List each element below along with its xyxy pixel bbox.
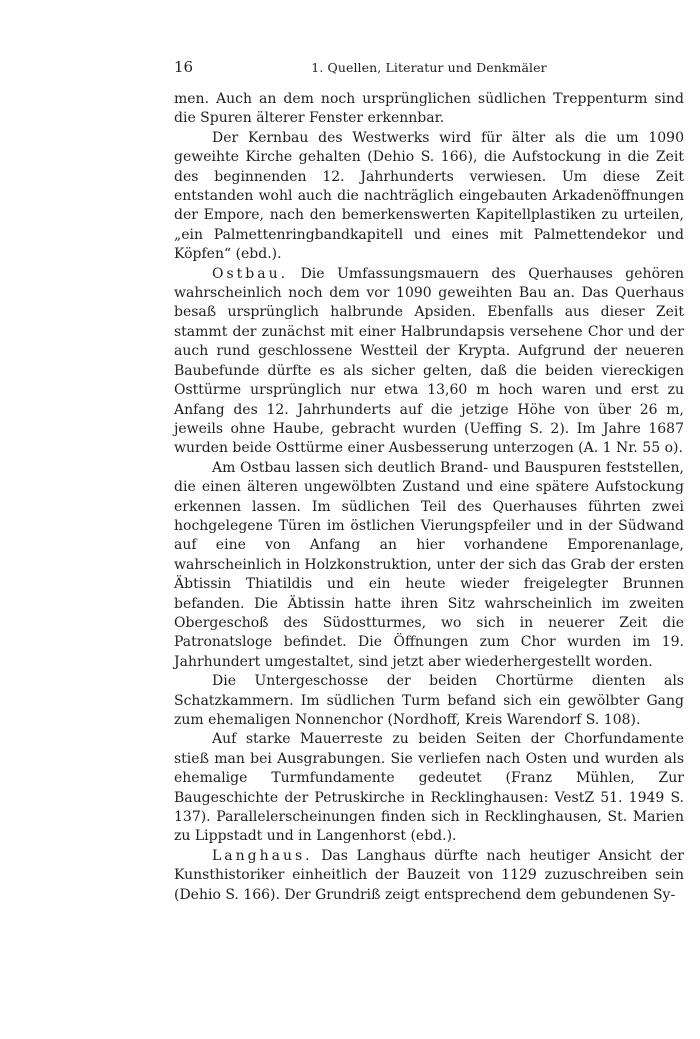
paragraph-text: Die Umfassungsmauern des Querhauses gehören wahrscheinlich noch dem vor 1090 geweihten Bau an. Das Querhaus besaß ursprünglich halbrunde Apsiden. Ebenfalls aus dieser Zeit stammt der zunächst mit einer Halbrundapsis versehene Chor und der auch rund geschlossene Westteil der Krypta. Aufgrund der neueren Baubefunde dürfte es als sicher gelten, daß die beiden viereckigen Osttürme ursprünglich nur etwa 13,60 m hoch waren und erst zu Anfang des 12. Jahrhunderts auf die jetzige Höhe von über 26 m, jeweils ohne Haube, gebracht wurden (Ueffing S. 2). Im Jahre 1687 wurden beide Osttürme einer Ausbesserung unterzogen (A. 1 Nr. 55 o).	[174, 265, 684, 457]
body-text	[174, 90, 684, 905]
paragraph-text: Das Langhaus dürfte nach heutiger Ansicht der Kunsthistoriker einheitlich der Bauzeit von 1129 zuzuschreiben sein (Dehio S. 166). Der Grundriß zeigt entsprechend dem gebundenen Sy-	[174, 847, 684, 903]
paragraph-text: Die Untergeschosse der beiden Chortürme dienten als Schatzkammern. Im südlichen Turm befand sich ein gewölbter Gang zum ehemaligen Nonnenchor (Nordhoff, Kreis Warendorf S. 108).	[174, 673, 684, 728]
section-lead-langhaus: Langhaus.	[212, 847, 313, 864]
paragraph-ostbau	[174, 265, 684, 459]
paragraph-langhaus	[174, 847, 684, 905]
paragraph-untergeschosse	[174, 672, 684, 730]
page-header	[174, 58, 684, 80]
paragraph-text: Am Ostbau lassen sich deutlich Brand- und Bauspuren feststellen, die einen älteren ungewölbten Zustand und eine spätere Aufstockung erkennen lassen. Im südlichen Teil des Querhauses führten zwei hochgelegene Türen im östlichen Vierungspfeiler und in der Südwand auf eine von Anfang an hier vorhandene Emporenanlage, wahrscheinlich in Holzkonstruktion, unter der sich das Grab der ersten Äbtissin Thiatildis und ein heute wieder freigelegter Brunnen befanden. Die Äbtissin hatte ihren Sitz wahrscheinlich im zweiten Obergeschoß des Südostturmes, wo sich in neuerer Zeit die Patronatsloge befindet. Die Öffnungen zum Chor wurden im 19. Jahrhundert umgestaltet, sind jetzt aber wiederhergestellt worden.	[174, 459, 684, 670]
paragraph-westwerk	[174, 129, 684, 265]
paragraph-mauerreste	[174, 730, 684, 846]
paragraph-text: Der Kernbau des Westwerks wird für älter als die um 1090 geweihte Kirche gehalten (Dehio S. 166), die Aufstockung in die Zeit des beginnenden 12. Jahrhunderts verwiesen. Um diese Zeit entstanden wohl auch die nachträglich eingebauten Arkadenöffnungen der Empore, nach den bemerkenswerten Kapitellplastiken zu urteilen, „ein Palmettenringbandkapitell und eines mit Palmettendekor und Köpfen“ (ebd.).	[174, 129, 684, 263]
paragraph-text: men. Auch an dem noch ursprünglichen südlichen Treppenturm sind die Spuren älterer Fenster erkennbar.	[174, 91, 684, 127]
paragraph-brandspuren	[174, 459, 684, 672]
section-lead-ostbau: Ostbau.	[212, 265, 289, 282]
page-number: 16	[174, 58, 194, 76]
running-head: 1. Quellen, Literatur und Denkmäler	[311, 60, 547, 75]
paragraph-text: Auf starke Mauerreste zu beiden Seiten der Chorfundamente stieß man bei Ausgrabungen. Sie verliefen nach Osten und wurden als ehemalige Turmfundamente gedeutet (Franz Mühlen, Zur Baugeschichte der Petruskirche in Recklinghausen: VestZ 51. 1949 S. 137). Parallelerscheinungen finden sich in Recklinghausen, St. Marien zu Lippstadt und in Langenhorst (ebd.).	[174, 731, 684, 845]
paragraph-continuation	[174, 90, 684, 129]
